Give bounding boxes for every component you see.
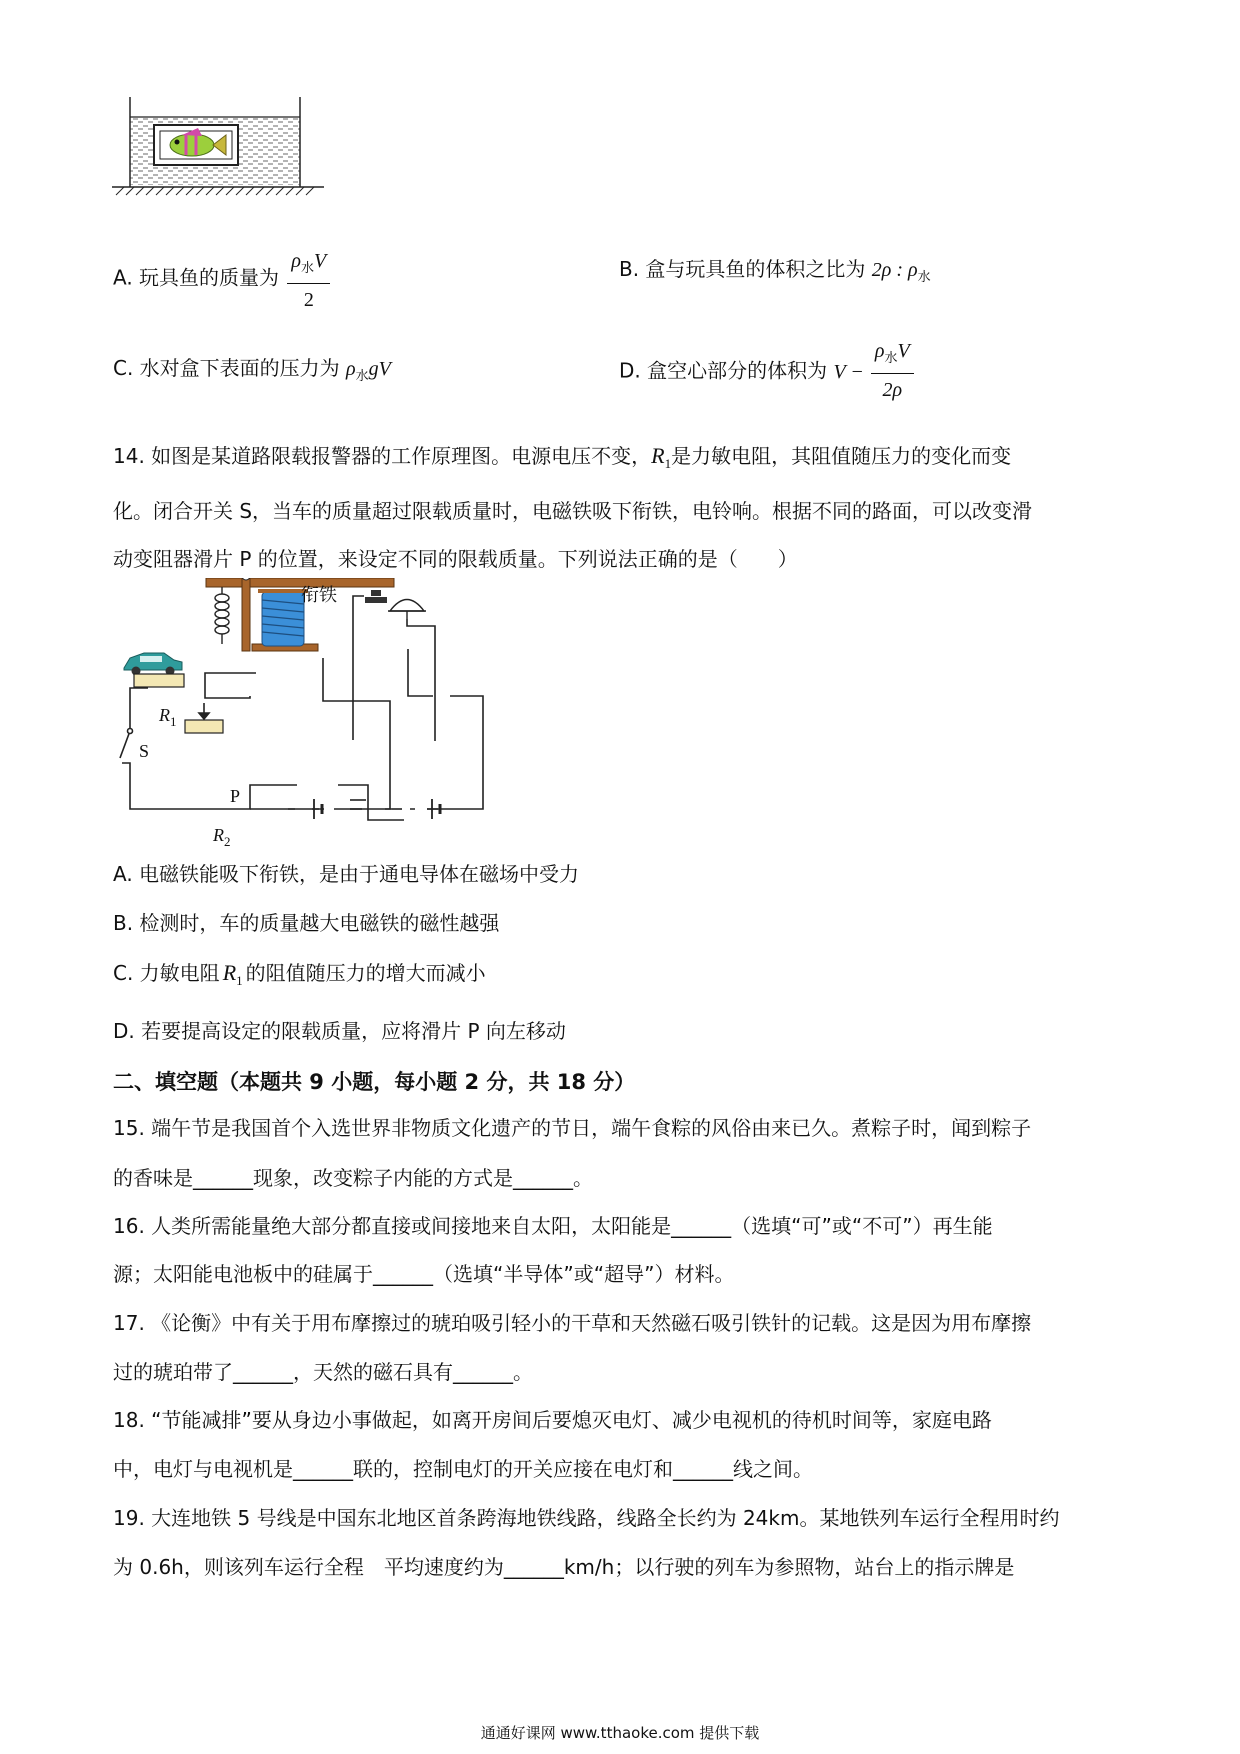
q18-line1: 18. “节能减排”要从身边小事做起，如离开房间后要熄灭电灯、减少电视机的待机时间等，家庭电路 — [113, 1408, 992, 1432]
q14-option-c[interactable]: C. 力敏电阻 $R_1$ 的阻值随压力的增大而减小 — [113, 960, 486, 988]
switch-s-label: S — [139, 741, 150, 761]
contact — [365, 590, 387, 603]
r2-label: $R_2$ — [213, 825, 231, 849]
hollow-volume-formula: V − $\frac{\rho_水V}{2\rho}$ — [833, 361, 915, 383]
armature-bar — [206, 578, 394, 587]
q17-line2: 过的琥珀带了______，天然的磁石具有______。 — [113, 1360, 533, 1384]
r2-rheostat — [185, 720, 223, 733]
mass-formula: $\frac{\rho_水V}{2}$ — [287, 248, 330, 314]
q14-option-b[interactable]: B. 检测时，车的质量越大电磁铁的磁性越强 — [113, 911, 500, 935]
q13-option-a[interactable] — [113, 246, 332, 312]
q13-option-d[interactable] — [619, 340, 916, 406]
q17-line1: 17. 《论衡》中有关于用布摩擦过的琥珀吸引轻小的干草和天然磁石吸引铁针的记载。这是因为用布摩擦 — [113, 1311, 1032, 1335]
slider-p-label: P — [230, 786, 241, 806]
pressure-formula: $\rho_水gV$ — [346, 358, 391, 383]
q13-option-b-label: B. 盒与玩具鱼的体积之比为 — [619, 257, 866, 281]
r1-label: $R_1$ — [159, 705, 177, 729]
q16-line1: 16. 人类所需能量绝大部分都直接或间接地来自太阳，太阳能是______（选填“可”或“不可”）再生能 — [113, 1214, 993, 1238]
tank-figure — [112, 95, 324, 213]
q19-line2: 为 0.6h，则该列车运行全程 平均速度约为______km/h；以行驶的列车为参照物，站台上的指示牌是 — [113, 1555, 1015, 1579]
volume-ratio: 2ρ : $\rho_水$ — [871, 259, 931, 284]
q14-option-a[interactable]: A. 电磁铁能吸下衔铁，是由于通电导体在磁场中受力 — [113, 862, 580, 886]
spring — [215, 587, 229, 644]
page-footer: 通通好课网 www.tthaoke.com 提供下载 — [480, 1724, 760, 1742]
box-with-fish — [154, 125, 238, 165]
floor-hatch — [112, 187, 324, 195]
q13-option-b[interactable] — [619, 256, 931, 290]
bell-icon — [388, 600, 426, 620]
q13-option-c-label: C. 水对盒下表面的压力为 — [113, 356, 340, 380]
q13-option-d-label: D. 盒空心部分的体积为 — [619, 358, 828, 383]
q14-stem-line1: 14. 如图是某道路限载报警器的工作原理图。电源电压不变，$R_1$是力敏电阻，其阻值随压力的变化而变 — [113, 443, 1012, 471]
q15-line1: 15. 端午节是我国首个入选世界非物质文化遗产的节日，端午食粽的风俗由来已久。煮粽子时，闻到粽子 — [113, 1116, 1032, 1140]
switch-s — [120, 729, 133, 759]
q19-line1: 19. 大连地铁 5 号线是中国东北地区首条跨海地铁线路，线路全长约为 24km。某地铁列车运行全程用时约 — [113, 1506, 1060, 1530]
q16-line2: 源；太阳能电池板中的硅属于______（选填“半导体”或“超导”）材料。 — [113, 1262, 735, 1286]
q14-stem-line3: 动变阻器滑片 P 的位置，来设定不同的限载质量。下列说法正确的是（ ） — [113, 547, 798, 571]
q13-option-a-label: A. 玩具鱼的质量为 — [113, 265, 280, 290]
armature-label: 衔铁 — [301, 585, 337, 606]
q14-stem-line2: 化。闭合开关 S，当车的质量超过限载质量时，电磁铁吸下衔铁，电铃响。根据不同的路面，可以改变滑 — [113, 499, 1033, 523]
q14-option-d[interactable]: D. 若要提高设定的限载质量，应将滑片 P 向左移动 — [113, 1019, 566, 1043]
car-icon — [124, 653, 182, 676]
slider-p — [199, 703, 209, 719]
r1-resistor — [134, 674, 184, 687]
q13-option-c[interactable] — [113, 355, 391, 389]
section2-heading: 二、填空题（本题共 9 小题，每小题 2 分，共 18 分） — [113, 1070, 636, 1094]
q18-line2: 中，电灯与电视机是______联的，控制电灯的开关应接在电灯和______线之间。 — [113, 1457, 813, 1481]
q15-line2: 的香味是______现象，改变粽子内能的方式是______。 — [113, 1166, 593, 1190]
